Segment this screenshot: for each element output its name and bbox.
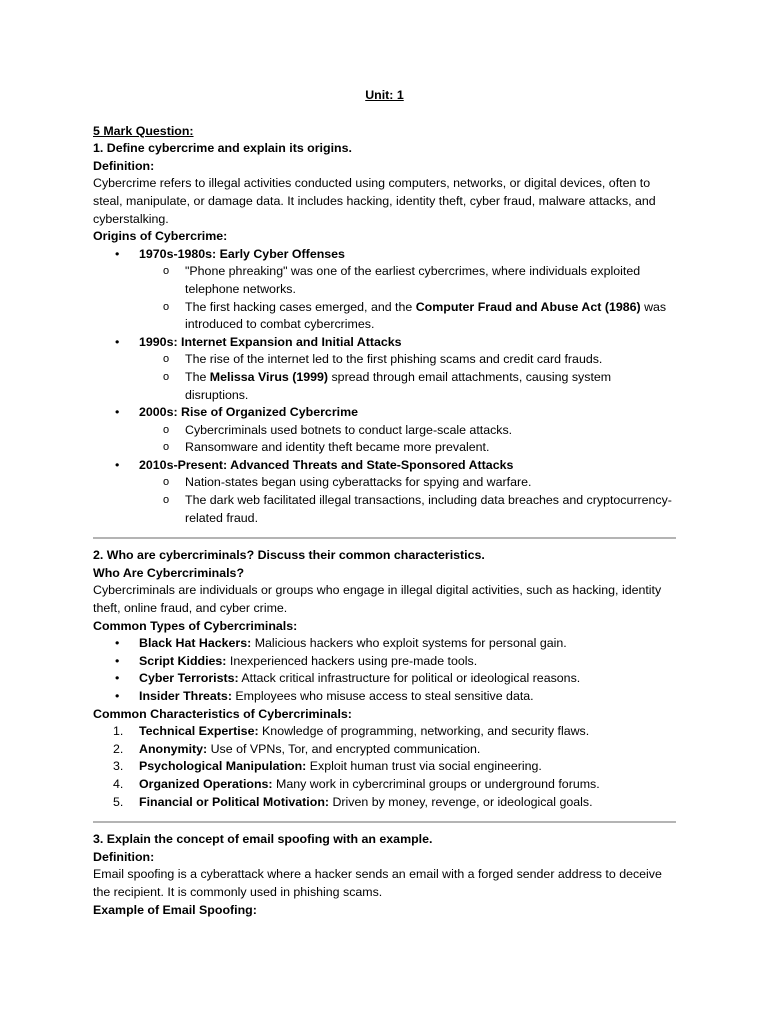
origin-detail-text: The dark web facilitated illegal transactions, including data breaches and cryptocurrency-related fraud. [185, 493, 672, 525]
list-number: 3. [113, 759, 124, 774]
sub-bullet-marker: o [163, 265, 170, 278]
origin-era-item [93, 404, 676, 422]
origin-detail-text: spread through email attachments, causing system disruptions. [185, 369, 612, 402]
origin-detail-item [93, 369, 676, 404]
section-divider [93, 821, 676, 823]
origin-detail-item [93, 351, 676, 369]
origin-detail-emphasis: Melissa Virus (1999) [209, 369, 329, 384]
type-term: Cyber Terrorists: [139, 671, 239, 686]
cybercriminal-type-item [93, 635, 676, 653]
q2-title: 2. Who are cybercriminals? Discuss their common characteristics. [93, 548, 485, 563]
characteristic-item [93, 776, 676, 794]
q3-definition-text: Email spoofing is a cyberattack where a hacker sends an email with a forged sender address to deceive the recipient. It is commonly used in phishing scams. [93, 867, 662, 899]
list-number: 1. [113, 724, 124, 739]
characteristics-list [93, 723, 676, 811]
origins-list [93, 246, 676, 528]
q2-who-text: Cybercriminals are individuals or groups who engage in illegal digital activities, such as hacking, identity theft, online fraud, and cyber crime. [93, 583, 662, 616]
sub-bullet-marker: o [163, 441, 170, 454]
type-term: Script Kiddies: [139, 653, 227, 668]
q3-title: 3. Explain the concept of email spoofing with an example. [93, 832, 433, 847]
characteristic-term: Psychological Manipulation: [139, 759, 307, 774]
sub-bullet-marker: o [163, 476, 170, 489]
bullet-marker: • [115, 689, 120, 703]
origin-detail-item [93, 492, 676, 527]
bullet-marker: • [115, 671, 120, 686]
q3-example-label: Example of Email Spoofing: [93, 902, 257, 917]
unit-title: Unit: 1 [365, 88, 404, 102]
bullet-marker: • [115, 457, 120, 472]
origin-detail-item [93, 474, 676, 492]
characteristic-term: Financial or Political Motivation: [139, 794, 330, 809]
sub-bullet-marker: o [163, 370, 170, 383]
type-description: Attack critical infrastructure for political or ideological reasons. [238, 671, 581, 686]
list-number: 5. [113, 794, 124, 809]
bullet-marker: • [115, 334, 120, 349]
section-divider [93, 537, 676, 539]
origin-detail-item [93, 422, 676, 440]
type-description: Inexperienced hackers using pre-made tools. [226, 653, 478, 668]
characteristic-description: Knowledge of programming, networking, and security flaws. [258, 724, 590, 739]
q2-who-label: Who Are Cybercriminals? [93, 565, 245, 580]
bullet-marker: • [115, 653, 120, 668]
origin-era-title: 1990s: Internet Expansion and Initial Attacks [139, 334, 402, 349]
origin-detail-text: Ransomware and identity theft became more prevalent. [185, 440, 490, 455]
document-body [93, 87, 676, 919]
origin-detail-text: was introduced to combat cybercrimes. [185, 299, 667, 332]
characteristic-item [93, 723, 676, 741]
list-number: 4. [113, 776, 124, 791]
q1-definition-text: Cybercrime refers to illegal activities conducted using computers, networks, or digital devices, often to steal, manipulate, or damage data. It includes hacking, identity theft, cyber fraud, malware attacks, and cyberstalking. [93, 176, 656, 226]
origin-era-item [93, 246, 676, 264]
origin-detail-item [93, 439, 676, 457]
origin-era-item [93, 334, 676, 352]
characteristic-term: Anonymity: [139, 741, 208, 756]
cybercriminal-type-item [93, 688, 676, 706]
characteristic-term: Technical Expertise: [139, 724, 259, 739]
q1-title: 1. Define cybercrime and explain its origins. [93, 141, 352, 156]
characteristic-description: Many work in cybercriminal groups or underground forums. [272, 776, 600, 791]
characteristic-term: Organized Operations: [139, 776, 273, 791]
type-term: Black Hat Hackers: [139, 636, 252, 651]
bullet-marker: • [115, 246, 120, 261]
characteristic-description: Driven by money, revenge, or ideological goals. [329, 794, 593, 809]
origin-detail-text: The rise of the internet led to the first phishing scams and credit card frauds. [185, 352, 603, 367]
sub-bullet-marker: o [163, 353, 170, 366]
origin-detail-text: Cybercriminals used botnets to conduct large-scale attacks. [185, 422, 513, 437]
bullet-marker: • [115, 405, 120, 420]
characteristic-item [93, 741, 676, 759]
origin-detail-text: Nation-states began using cyberattacks for spying and warfare. [185, 475, 532, 490]
cybercriminal-types-list [93, 635, 676, 705]
q1-definition-label: Definition: [93, 158, 155, 173]
sub-bullet-marker: o [163, 494, 170, 507]
list-number: 2. [113, 741, 124, 756]
origin-detail-item [93, 299, 676, 334]
origin-era-item [93, 457, 676, 475]
type-term: Insider Threats: [139, 689, 232, 703]
origin-era-title: 1970s-1980s: Early Cyber Offenses [139, 246, 345, 261]
sub-bullet-marker: o [163, 423, 170, 436]
type-description: Employees who misuse access to steal sensitive data. [231, 689, 534, 703]
q2-types-label: Common Types of Cybercriminals: [93, 618, 298, 633]
type-description: Malicious hackers who exploit systems for personal gain. [251, 636, 567, 651]
cybercriminal-type-item [93, 653, 676, 671]
q1-origins-label: Origins of Cybercrime: [93, 229, 228, 244]
characteristic-description: Use of VPNs, Tor, and encrypted communication. [207, 741, 481, 756]
cybercriminal-type-item [93, 670, 676, 688]
origin-detail-emphasis: Computer Fraud and Abuse Act (1986) [415, 299, 641, 314]
characteristic-item [93, 758, 676, 776]
origin-detail-text: "Phone phreaking" was one of the earliest cybercrimes, where individuals exploited telephone networks. [185, 264, 641, 296]
origin-detail-item [93, 263, 676, 298]
sub-bullet-marker: o [163, 300, 170, 313]
q3-definition-label: Definition: [93, 849, 155, 864]
characteristic-item [93, 794, 676, 812]
characteristic-description: Exploit human trust via social engineering. [306, 759, 542, 774]
origin-detail-text: The first hacking cases emerged, and the [185, 299, 416, 314]
origin-era-title: 2010s-Present: Advanced Threats and State-Sponsored Attacks [139, 457, 514, 472]
origin-era-title: 2000s: Rise of Organized Cybercrime [139, 405, 358, 420]
origin-detail-text: The [185, 369, 210, 384]
bullet-marker: • [115, 636, 120, 651]
section-label: 5 Mark Question: [93, 123, 194, 138]
q2-characteristics-label: Common Characteristics of Cybercriminals: [93, 706, 352, 721]
